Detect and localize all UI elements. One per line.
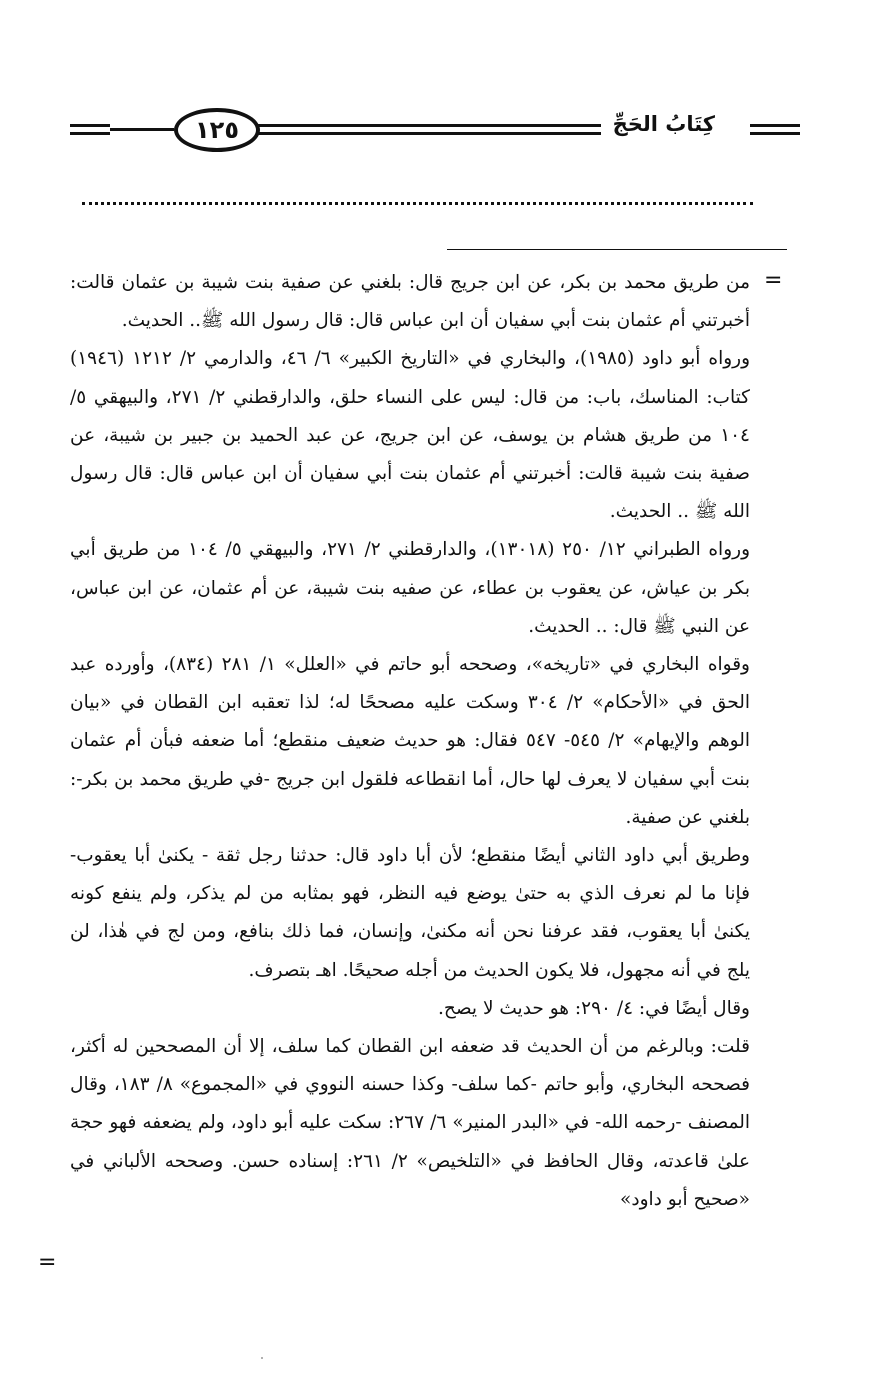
page-header [70, 108, 800, 158]
page-number: ١٢٥ [174, 108, 260, 152]
paragraph: قلت: وبالرغم من أن الحديث قد ضعفه ابن القطان كما سلف، إلا أن المصححين له أكثر، فصححه البخاري، وأبو حاتم -كما سلف- وكذا حسنه النووي في «المجموع» ٨/ ١٨٣، وقال المصنف -رحمه الله- في «البدر المنير» ٦/ ٢٦٧: سكت عليه أبو داود، ولم يضعفه فهو حجة علىٰ قاعدته، وقال الحافظ في «التلخيص» ٢/ ٢٦١: إسناده حسن. وصححه الألباني في «صحيح أبو داود» [70, 1036, 750, 1210]
header-rule-connector [110, 128, 174, 131]
footnote-rule [447, 249, 787, 250]
paragraph: ورواه أبو داود (١٩٨٥)، والبخاري في «التاريخ الكبير» ٦/ ٤٦، والدارمي ٢/ ١٢١٢ (١٩٤٦) كتاب: المناسك، باب: من قال: ليس على النساء حلق، والدارقطني ٢/ ٢٧١، والبيهقي ٥/ ١٠٤ من طريق هشام بن يوسف، عن ابن جريج، عن عبد الحميد بن جبير بن شيبة، عن صفية بنت شيبة قالت: أخبرتني أم عثمان بنت أبي سفيان أن ابن عباس قال: قال رسول الله ﷺ .. الحديث. [70, 348, 751, 523]
paragraph: من طريق محمد بن بكر، عن ابن جريج قال: بلغني عن صفية بنت شيبة بن عثمان قالت: أخبرتني أم عثمان بنت أبي سفيان أن ابن عباس قال: قال رسول الله ﷺ.. الحديث. [70, 272, 750, 332]
header-rule-middle-top [256, 124, 601, 127]
continuation-mark-bottom: = [38, 1250, 57, 1275]
dotted-separator [82, 202, 753, 205]
footnote-text [70, 264, 750, 1219]
continuation-mark-top: = [764, 268, 783, 293]
paragraph: ورواه الطبراني ١٢/ ٢٥٠ (١٣٠١٨)، والدارقطني ٢/ ٢٧١، والبيهقي ٥/ ١٠٤ من طريق أبي بكر بن عياش، عن يعقوب بن عطاء، عن صفيه بنت شيبة، عن أم عثمان، عن ابن عباس، عن النبي ﷺ قال: .. الحديث. [70, 539, 751, 637]
print-speck [261, 1357, 263, 1359]
header-rule-right-top [750, 124, 800, 127]
header-rule-middle-bottom [256, 132, 601, 135]
header-rule-right-bottom [750, 132, 800, 135]
paragraph: وقواه البخاري في «تاريخه»، وصححه أبو حاتم في «العلل» ١/ ٢٨١ (٨٣٤)، وأورده عبد الحق في «الأحكام» ٢/ ٣٠٤ وسكت عليه مصححًا له؛ لذا تعقبه ابن القطان في «بيان الوهم والإيهام» ٢/ ٥٤٥- ٥٤٧ فقال: هو حديث ضعيف منقطع؛ أما ضعفه فبأن أم عثمان بنت أبي سفيان لا يعرف لها حال، أما انقطاعه فلقول ابن جريج -في طريق محمد بن بكر-: بلغني عن صفية. [70, 654, 750, 828]
header-rule-left-top [70, 124, 110, 127]
paragraph: وطريق أبي داود الثاني أيضًا منقطع؛ لأن أبا داود قال: حدثنا رجل ثقة - يكنىٰ أبا يعقوب- فإنا ما لم نعرف الذي به حتىٰ يوضع فيه النظر، فهو بمثابه من لم يذكر، ولم ينفع كونه يكنىٰ أبا يعقوب، فقد عرفنا نحن أنه مكنىٰ، وإنسان، فما ذلك بنافع، ومن لج في هٰذا، لن يلج في أنه مجهول، فلا يكون الحديث من أجله صحيحًا. اهـ بتصرف. [70, 845, 750, 981]
paragraph: وقال أيضًا في: ٤/ ٢٩٠: هو حديث لا يصح. [438, 997, 750, 1019]
header-rule-left-bottom [70, 132, 110, 135]
chapter-title: كِتَابُ الحَجِّ [612, 112, 715, 136]
